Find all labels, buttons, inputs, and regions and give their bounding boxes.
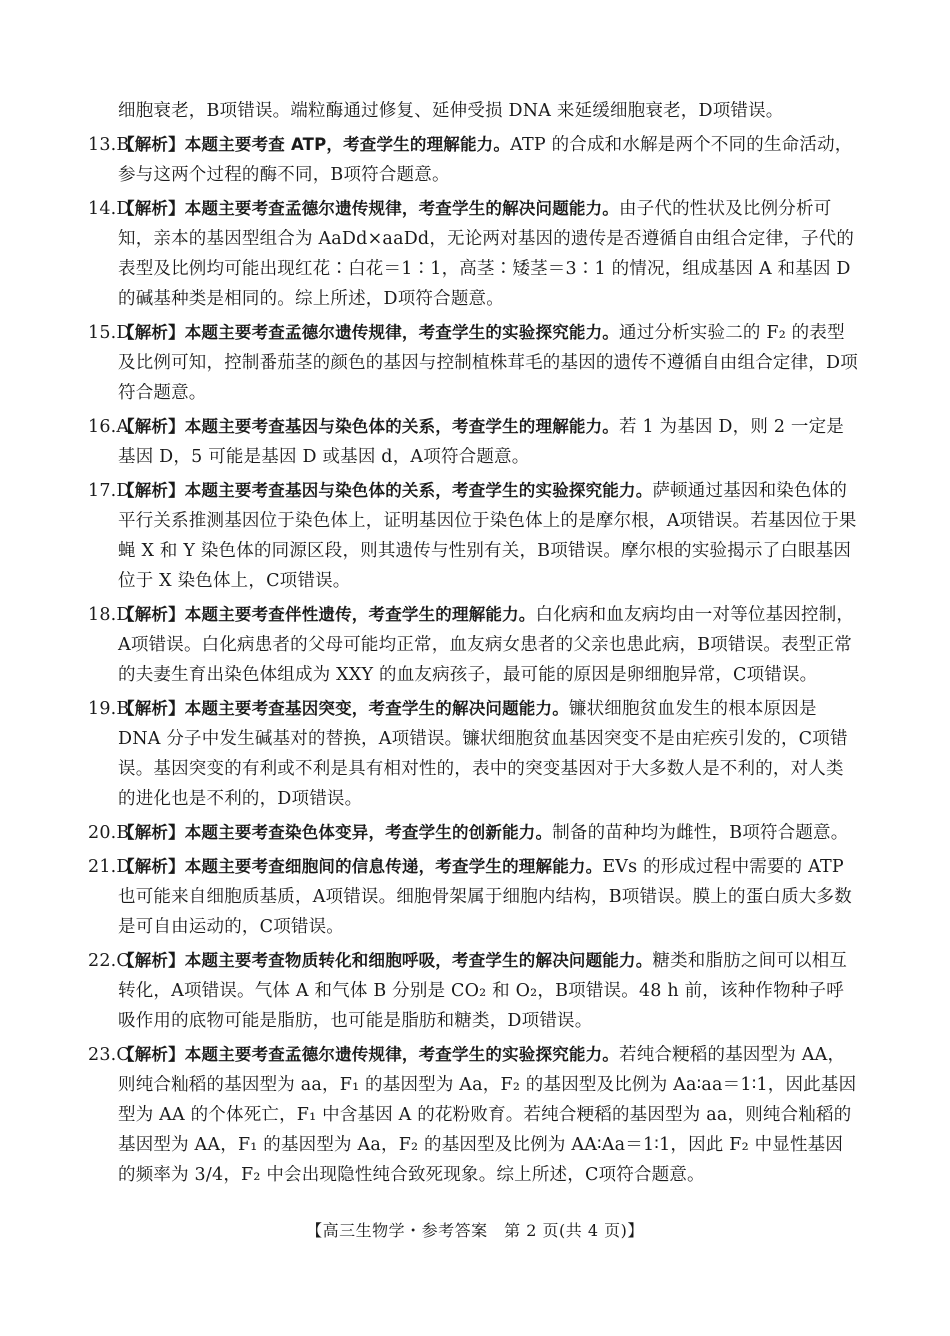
- question-number: 23.C: [88, 1045, 131, 1065]
- answer-item: [88, 130, 860, 190]
- analysis-heading: 【解析】本题主要考查伴性遗传，考查学生的理解能力。: [118, 605, 536, 624]
- question-number: 22.C: [88, 951, 131, 971]
- continued-explanation: 细胞衰老，B项错误。端粒酶通过修复、延伸受损 DNA 来延缓细胞衰老，D项错误。: [118, 101, 784, 121]
- analysis-text: 由子代的性状及比例分析可知，亲本的基因型组合为 AaDd×aaDd，无论两对基因的遗传是否遵循自由组合定律，子代的表型及比例均可能出现红花∶白花＝1∶1，高茎∶矮茎＝3∶1 的情况，组成基因 A 和基因 D 的碱基种类是相同的。综上所述，D项符合题意。: [118, 199, 855, 309]
- question-number: 16.A: [88, 417, 130, 437]
- analysis-text: 糖类和脂肪之间可以相互转化，A项错误。气体 A 和气体 B 分别是 CO₂ 和 O₂，B项错误。48 h 前，该种作物种子呼吸作用的底物可能是脂肪，也可能是脂肪和糖类，D项错误。: [118, 951, 848, 1031]
- analysis-text: 白化病和血友病均由一对等位基因控制，A项错误。白化病患者的父母可能均正常，血友病女患者的父亲也患此病，B项错误。表型正常的夫妻生育出染色体组成为 XXY 的血友病孩子，最可能的原因是卵细胞异常，C项错误。: [118, 605, 855, 685]
- analysis-text: 若 1 为基因 D，则 2 一定是基因 D，5 可能是基因 D 或基因 d，A项符合题意。: [118, 417, 845, 467]
- question-number: 15.D: [88, 323, 131, 343]
- answer-item: [88, 476, 860, 596]
- analysis-text: 制备的苗种均为雌性，B项符合题意。: [552, 823, 849, 843]
- question-number: 13.B: [88, 135, 130, 155]
- answer-item: [88, 1040, 860, 1190]
- answer-item: [88, 852, 860, 942]
- question-number: 19.B: [88, 699, 130, 719]
- analysis-heading: 【解析】本题主要考查物质转化和细胞呼吸，考查学生的解决问题能力。: [118, 951, 653, 970]
- question-number: 20.B: [88, 823, 130, 843]
- analysis-text: EVs 的形成过程中需要的 ATP 也可能来自细胞质基质，A项错误。细胞骨架属于细胞内结构，B项错误。膜上的蛋白质大多数是可自由运动的，C项错误。: [118, 857, 852, 937]
- analysis-text: 镰状细胞贫血发生的根本原因是 DNA 分子中发生碱基对的替换，A项错误。镰状细胞贫血基因突变不是由疟疾引发的，C项错误。基因突变的有利或不利是具有相对性的，表中的突变基因对于大多数人是不利的，对人类的进化也是不利的，D项错误。: [118, 699, 848, 809]
- analysis-heading: 【解析】本题主要考查 ATP，考查学生的理解能力。: [118, 135, 511, 154]
- analysis-heading: 【解析】本题主要考查染色体变异，考查学生的创新能力。: [118, 823, 553, 842]
- analysis-text: ATP 的合成和水解是两个不同的生命活动，参与这两个过程的酶不同，B项符合题意。: [118, 135, 853, 185]
- answer-list: [88, 96, 860, 1190]
- question-number: 18.D: [88, 605, 131, 625]
- question-number: 21.D: [88, 857, 131, 877]
- answer-item: [88, 946, 860, 1036]
- analysis-text: 萨顿通过基因和染色体的平行关系推测基因位于染色体上，证明基因位于染色体上的是摩尔根，A项错误。若基因位于果蝇 X 和 Y 染色体的同源区段，则其遗传与性别有关，B项错误。摩尔根的实验揭示了白眼基因位于 X 染色体上，C项错误。: [118, 481, 857, 591]
- answer-item: [88, 600, 860, 690]
- analysis-heading: 【解析】本题主要考查基因与染色体的关系，考查学生的实验探究能力。: [118, 481, 653, 500]
- answer-item: [88, 318, 860, 408]
- page-footer: 【高三生物学・参考答案 第 2 页(共 4 页)】: [306, 1221, 644, 1240]
- analysis-heading: 【解析】本题主要考查孟德尔遗传规律，考查学生的实验探究能力。: [118, 323, 619, 342]
- analysis-text: 通过分析实验二的 F₂ 的表型及比例可知，控制番茄茎的颜色的基因与控制植株茸毛的基因的遗传不遵循自由组合定律，D项符合题意。: [118, 323, 858, 403]
- answer-item: [88, 194, 860, 314]
- analysis-text: 若纯合粳稻的基因型为 AA，则纯合籼稻的基因型为 aa，F₁ 的基因型为 Aa，F₂ 的基因型及比例为 Aa∶aa＝1∶1，因此基因型为 AA 的个体死亡，F₁ 中含基因 A 的花粉败育。若纯合粳稻的基因型为 aa，则纯合籼稻的基因型为 AA，F₁ 的基因型为 Aa，F₂ 的基因型及比例为 AA∶Aa＝1∶1，因此 F₂ 中显性基因的频率为 3/4，F₂ 中会出现隐性纯合致死现象。综上所述，C项符合题意。: [118, 1045, 857, 1185]
- question-number: 17.D: [88, 481, 131, 501]
- analysis-heading: 【解析】本题主要考查孟德尔遗传规律，考查学生的解决问题能力。: [118, 199, 619, 218]
- answer-item: [88, 694, 860, 814]
- answer-item: [88, 818, 860, 848]
- analysis-heading: 【解析】本题主要考查基因突变，考查学生的解决问题能力。: [118, 699, 569, 718]
- question-number: 14.D: [88, 199, 131, 219]
- analysis-heading: 【解析】本题主要考查孟德尔遗传规律，考查学生的实验探究能力。: [118, 1045, 619, 1064]
- analysis-heading: 【解析】本题主要考查基因与染色体的关系，考查学生的理解能力。: [118, 417, 619, 436]
- answer-item: [88, 412, 860, 472]
- answer-items: [88, 130, 860, 1190]
- analysis-heading: 【解析】本题主要考查细胞间的信息传递，考查学生的理解能力。: [118, 857, 603, 876]
